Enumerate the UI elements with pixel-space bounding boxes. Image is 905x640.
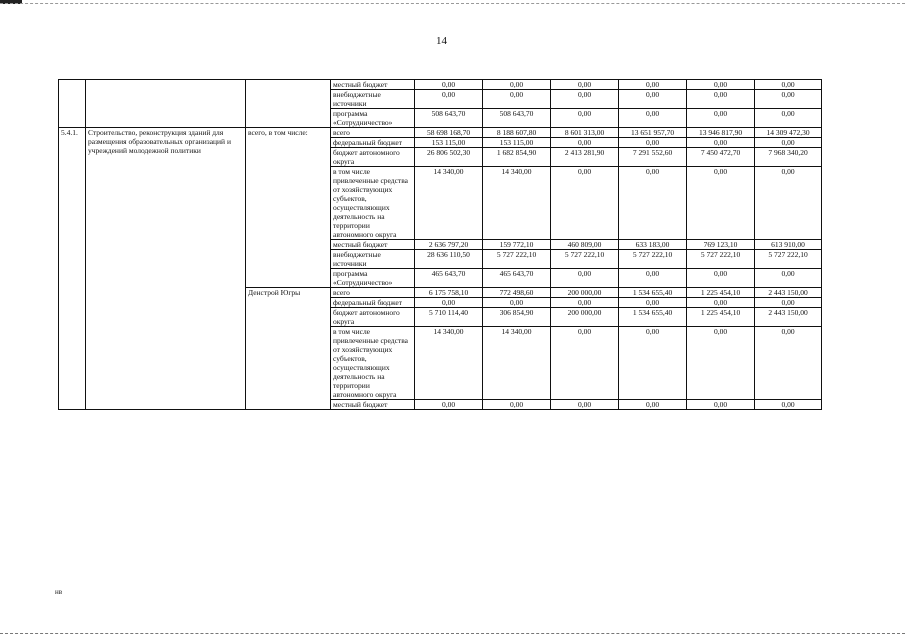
amount-cell: 200 000,00 [551,308,619,327]
amount-cell: 0,00 [551,90,619,109]
table-row [59,80,822,90]
executor-cell: всего, в том числе: [246,128,331,288]
funding-source-cell: внебюджетные источники [331,250,415,269]
amount-cell: 26 806 502,30 [415,148,483,167]
amount-cell: 0,00 [755,138,822,148]
amount-cell: 1 534 655,40 [619,288,687,298]
amount-cell: 0,00 [687,138,755,148]
amount-cell: 8 188 607,80 [483,128,551,138]
executor-cell: Денстрой Югры [246,288,331,410]
amount-cell: 13 946 817,90 [687,128,755,138]
amount-cell: 159 772,10 [483,240,551,250]
page-number: 14 [436,35,447,47]
amount-cell: 0,00 [755,90,822,109]
budget-table-body [59,80,822,410]
funding-source-cell: местный бюджет [331,400,415,410]
amount-cell: 0,00 [619,400,687,410]
amount-cell: 153 115,00 [415,138,483,148]
amount-cell: 2 443 150,00 [755,288,822,298]
amount-cell: 0,00 [619,109,687,128]
amount-cell: 633 183,00 [619,240,687,250]
amount-cell: 508 643,70 [415,109,483,128]
amount-cell: 8 601 313,00 [551,128,619,138]
amount-cell: 0,00 [483,90,551,109]
amount-cell: 0,00 [755,298,822,308]
scan-artifact-top-line [0,3,905,6]
amount-cell: 0,00 [687,90,755,109]
amount-cell: 7 450 472,70 [687,148,755,167]
amount-cell: 1 225 454,10 [687,308,755,327]
amount-cell: 0,00 [687,269,755,288]
amount-cell: 0,00 [551,109,619,128]
amount-cell: 0,00 [551,400,619,410]
amount-cell: 0,00 [619,327,687,400]
funding-source-cell: федеральный бюджет [331,138,415,148]
funding-source-cell: местный бюджет [331,80,415,90]
amount-cell: 5 710 114,40 [415,308,483,327]
table-row [59,128,822,138]
amount-cell: 0,00 [551,327,619,400]
footer-mark: нв [55,588,63,596]
amount-cell: 0,00 [483,298,551,308]
cell-empty [86,80,246,128]
funding-source-cell: в том числе привлеченные средства от хозяйствующих субъектов, осуществляющих деятельность на территории автономного округа [331,327,415,400]
funding-source-cell: всего [331,128,415,138]
item-name: Строительство, реконструкция зданий для размещения образовательных организаций и учреждений молодежной политики [86,128,246,410]
funding-source-cell: в том числе привлеченные средства от хозяйствующих субъектов, осуществляющих деятельность на территории автономного округа [331,167,415,240]
amount-cell: 7 968 340,20 [755,148,822,167]
amount-cell: 0,00 [619,80,687,90]
amount-cell: 13 651 957,70 [619,128,687,138]
amount-cell: 0,00 [415,80,483,90]
amount-cell: 0,00 [755,80,822,90]
amount-cell: 0,00 [619,269,687,288]
amount-cell: 0,00 [551,138,619,148]
amount-cell: 0,00 [755,167,822,240]
budget-table [58,79,822,410]
scan-artifact-bottom-line [0,633,905,634]
amount-cell: 5 727 222,10 [551,250,619,269]
amount-cell: 769 123,10 [687,240,755,250]
funding-source-cell: федеральный бюджет [331,298,415,308]
amount-cell: 1 534 655,40 [619,308,687,327]
funding-source-cell: внебюджетные источники [331,90,415,109]
amount-cell: 14 340,00 [483,327,551,400]
amount-cell: 5 727 222,10 [755,250,822,269]
amount-cell: 460 809,00 [551,240,619,250]
amount-cell: 0,00 [687,298,755,308]
amount-cell: 465 643,70 [415,269,483,288]
cell-empty [246,80,331,128]
amount-cell: 465 643,70 [483,269,551,288]
amount-cell: 153 115,00 [483,138,551,148]
amount-cell: 14 340,00 [415,167,483,240]
amount-cell: 1 682 854,90 [483,148,551,167]
amount-cell: 0,00 [551,167,619,240]
amount-cell: 0,00 [755,400,822,410]
amount-cell: 2 443 150,00 [755,308,822,327]
amount-cell: 5 727 222,10 [483,250,551,269]
amount-cell: 0,00 [415,400,483,410]
cell-empty [59,80,86,128]
amount-cell: 0,00 [755,327,822,400]
amount-cell: 5 727 222,10 [687,250,755,269]
amount-cell: 6 175 758,10 [415,288,483,298]
funding-source-cell: программа «Сотрудничество» [331,269,415,288]
amount-cell: 58 698 168,70 [415,128,483,138]
amount-cell: 0,00 [687,109,755,128]
amount-cell: 0,00 [687,167,755,240]
amount-cell: 14 309 472,30 [755,128,822,138]
amount-cell: 0,00 [755,109,822,128]
amount-cell: 508 643,70 [483,109,551,128]
amount-cell: 0,00 [687,400,755,410]
amount-cell: 2 636 797,20 [415,240,483,250]
funding-source-cell: программа «Сотрудничество» [331,109,415,128]
amount-cell: 0,00 [551,80,619,90]
amount-cell: 0,00 [619,138,687,148]
amount-cell: 200 000,00 [551,288,619,298]
amount-cell: 0,00 [687,327,755,400]
amount-cell: 0,00 [483,80,551,90]
amount-cell: 0,00 [687,80,755,90]
amount-cell: 0,00 [755,269,822,288]
amount-cell: 0,00 [619,298,687,308]
amount-cell: 613 910,00 [755,240,822,250]
funding-source-cell: всего [331,288,415,298]
amount-cell: 306 854,90 [483,308,551,327]
amount-cell: 2 413 281,90 [551,148,619,167]
amount-cell: 0,00 [619,167,687,240]
amount-cell: 772 498,60 [483,288,551,298]
amount-cell: 0,00 [551,298,619,308]
amount-cell: 14 340,00 [483,167,551,240]
funding-source-cell: бюджет автономного округа [331,308,415,327]
amount-cell: 14 340,00 [415,327,483,400]
amount-cell: 0,00 [483,400,551,410]
amount-cell: 0,00 [619,90,687,109]
item-number: 5.4.1. [59,128,86,410]
amount-cell: 0,00 [415,298,483,308]
amount-cell: 0,00 [415,90,483,109]
funding-source-cell: местный бюджет [331,240,415,250]
amount-cell: 28 636 110,50 [415,250,483,269]
amount-cell: 1 225 454,10 [687,288,755,298]
amount-cell: 5 727 222,10 [619,250,687,269]
amount-cell: 7 291 552,60 [619,148,687,167]
amount-cell: 0,00 [551,269,619,288]
funding-source-cell: бюджет автономного округа [331,148,415,167]
